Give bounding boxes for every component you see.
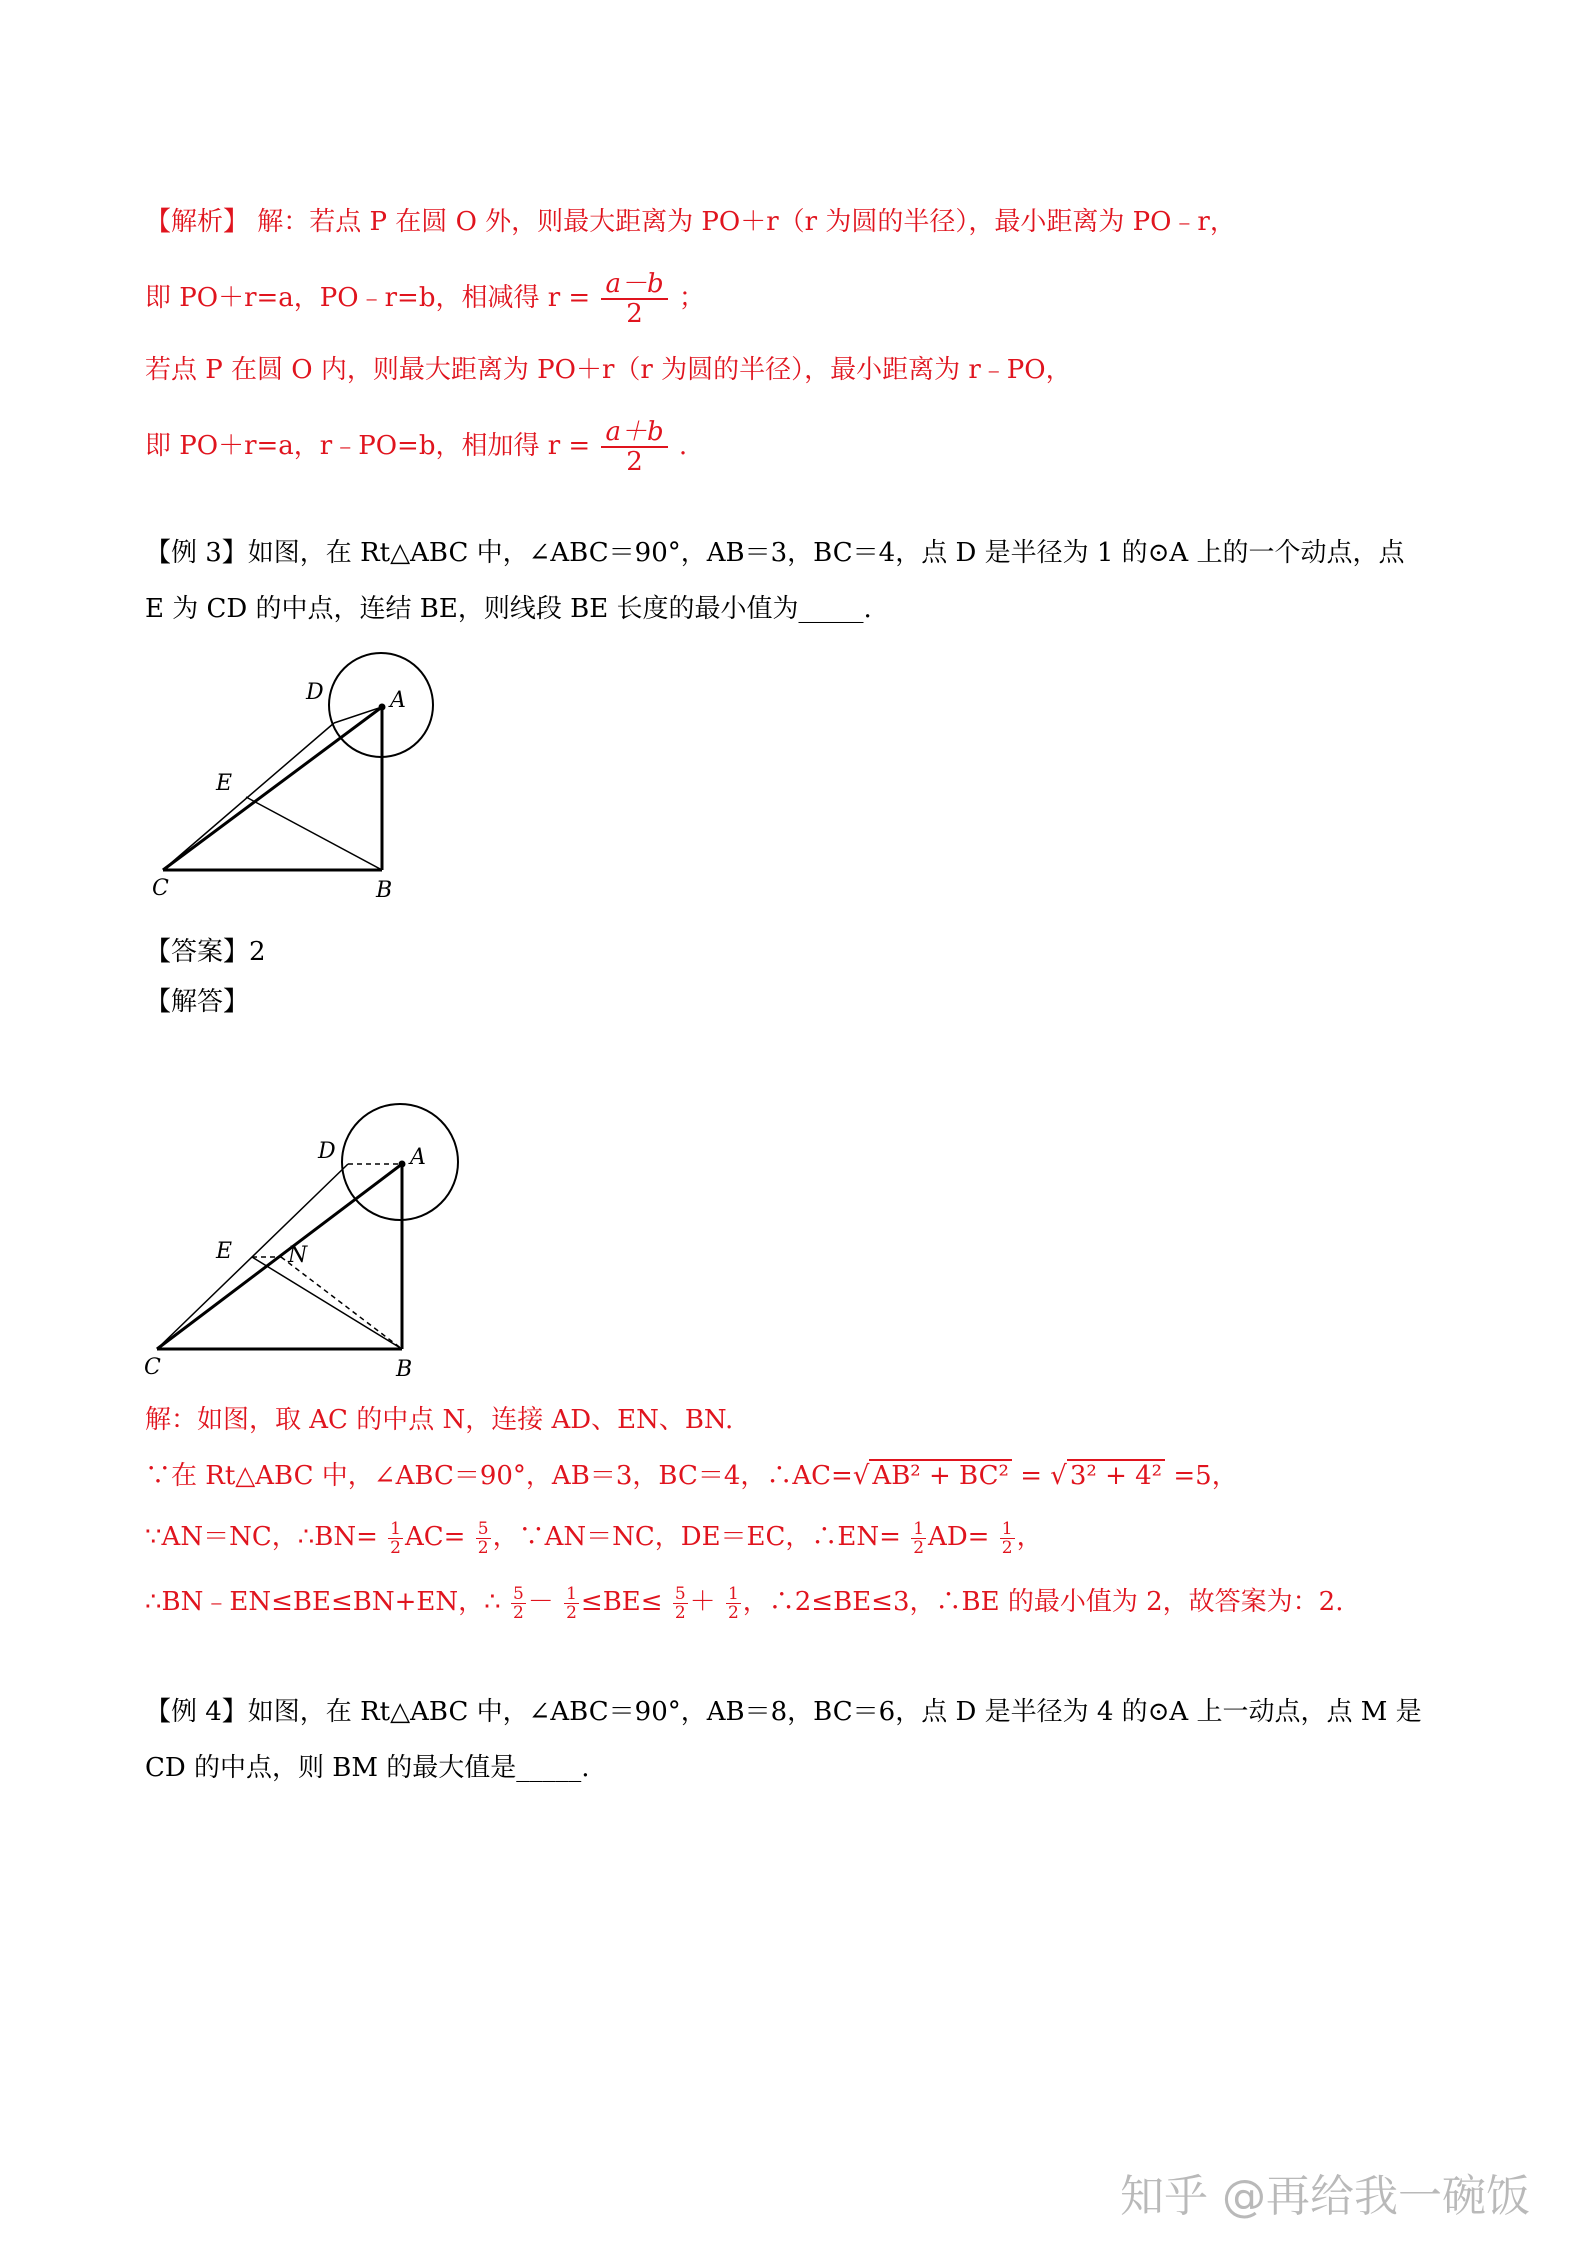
solution-line-1: 解：如图，取 AC 的中点 N，连接 AD、EN、BN.	[145, 1405, 734, 1435]
point-a	[379, 704, 386, 711]
example4-line-1: 【例 4】如图，在 Rt△ABC 中，∠ABC＝90°，AB＝8，BC＝6，点 D 是半径为 4 的⊙A 上一动点，点 M 是	[145, 1697, 1422, 1727]
example3-line-1: 【例 3】如图，在 Rt△ABC 中，∠ABC＝90°，AB＝3，BC＝4，点 D 是半径为 1 的⊙A 上的一个动点，点	[145, 538, 1405, 568]
segment-eb	[252, 1257, 402, 1349]
solution-line-3: ∵AN＝NC，∴BN= $\frac{1}{2}$ AC= $\frac{5}{2}$ ，∵AN＝NC，DE＝EC，∴EN= $\frac{1}{2}$ AD= $\frac{1}{2}$ ，	[145, 1518, 1043, 1558]
analysis-line-1	[145, 204, 1236, 240]
label-b: B	[396, 1357, 413, 1382]
label-b: B	[376, 878, 393, 903]
analysis-tag: 【解析】	[145, 207, 250, 237]
example4-line-2: CD 的中点，则 BM 的最大值是_____.	[145, 1753, 590, 1783]
segment-ca	[163, 707, 382, 870]
analysis-text-1: 解：若点 P 在圆 O 外，则最大距离为 PO＋r（r 为圆的半径），最小距离为 PO﹣r，	[257, 207, 1236, 237]
label-a: A	[410, 1145, 426, 1170]
segment-eb	[246, 797, 382, 870]
label-e: E	[216, 1239, 233, 1264]
figure-1	[140, 645, 450, 910]
sqrt-ab-bc: AB² + BC²	[869, 1459, 1012, 1491]
analysis-text-3: 若点 P 在圆 O 内，则最大距离为 PO＋r（r 为圆的半径），最小距离为 r﹣PO，	[145, 355, 1072, 385]
point-a	[399, 1161, 406, 1168]
label-c: C	[152, 876, 169, 901]
analysis-line-4: 即 PO＋r=a，r﹣PO=b，相加得 r = $\frac{a+b}{2}$ .	[145, 417, 688, 477]
label-c: C	[144, 1355, 161, 1380]
figure-2	[140, 1098, 480, 1388]
segment-da	[334, 707, 382, 723]
solution-line-2: ∵在 Rt△ABC 中，∠ABC＝90°，AB＝3，BC＝4，∴AC=√ AB² + BC² = √ 3² + 4² =5，	[145, 1461, 1238, 1491]
segment-nb-dashed	[281, 1257, 402, 1349]
fraction-a-plus-b: $\frac{a+b}{2}$	[601, 418, 667, 476]
solution-line-4: ∴BN﹣EN≤BE≤BN+EN，∴ $\frac{5}{2}$ － $\frac{1}{2}$ ≤BE≤ $\frac{5}{2}$ ＋ $\frac{1}{2}$ ，∴2≤BE≤3，∴BE 的最小值为 2，故答案为：2.	[145, 1583, 1344, 1623]
label-d: D	[318, 1139, 336, 1164]
segment-cd	[163, 723, 334, 870]
analysis-line-2: 即 PO＋r=a，PO﹣r=b，相减得 r = $\frac{a-b}{2}$ ；	[145, 269, 705, 329]
analysis-text-2: 即 PO＋r=a，PO﹣r=b，相减得 r =	[145, 283, 591, 313]
sqrt-3-4: 3² + 4²	[1067, 1459, 1165, 1491]
label-n: N	[288, 1243, 308, 1268]
label-a: A	[390, 688, 406, 713]
solution-tag: 【解答】	[145, 987, 250, 1017]
analysis-line-3	[145, 352, 1072, 388]
label-e: E	[216, 771, 233, 796]
label-d: D	[306, 680, 324, 705]
zhihu-watermark: 知乎 @再给我一碗饭	[1120, 2171, 1530, 2222]
answer-line: 【答案】2	[145, 937, 266, 967]
analysis-text-4: 即 PO＋r=a，r﹣PO=b，相加得 r =	[145, 431, 591, 461]
fraction-a-minus-b: $\frac{a-b}{2}$	[601, 270, 667, 328]
example3-line-2: E 为 CD 的中点，连结 BE，则线段 BE 长度的最小值为_____.	[145, 594, 872, 624]
